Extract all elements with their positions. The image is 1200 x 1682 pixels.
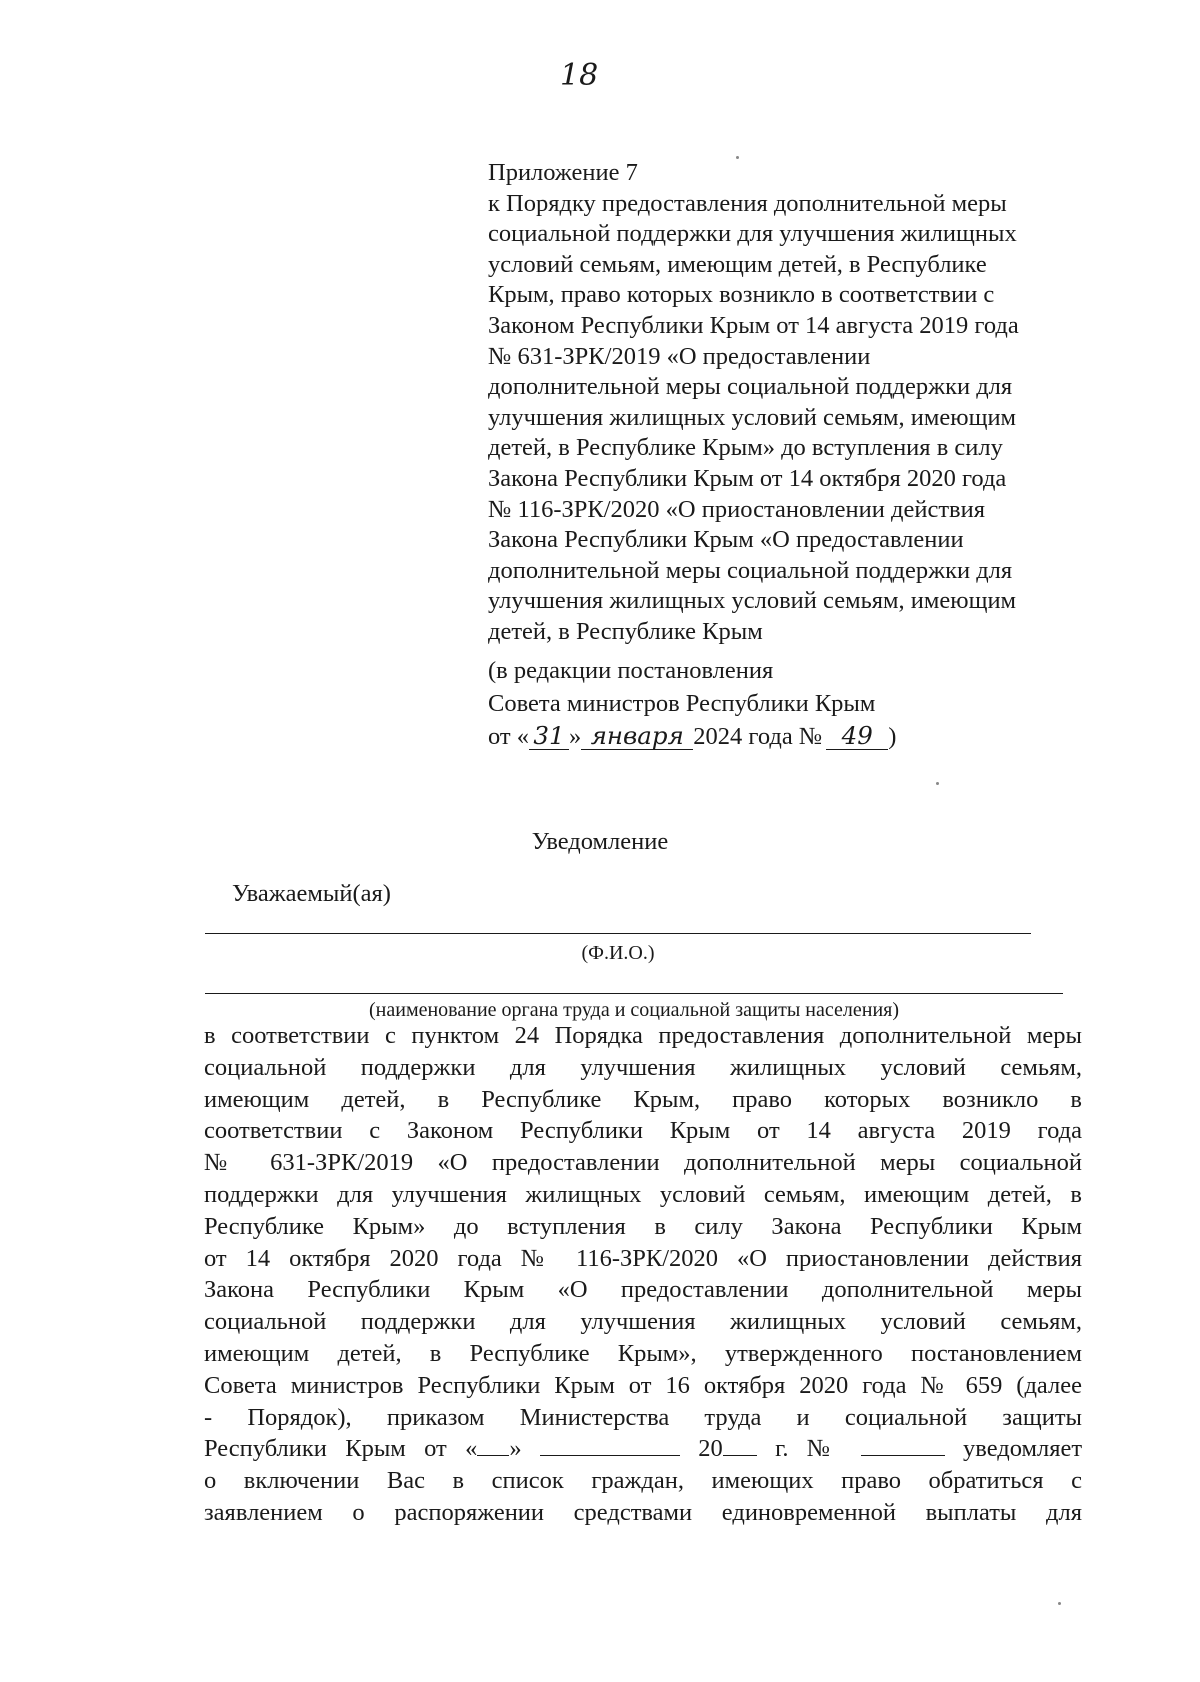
body-line: Республике Крым» до вступления в силу Закона Республики Крым xyxy=(204,1212,1082,1240)
scan-speck xyxy=(736,156,739,159)
body-line: о включении Вас в список граждан, имеющих право обратиться с xyxy=(204,1467,1082,1495)
appendix-line: улучшения жилищных условий семьям, имеющим xyxy=(488,587,1017,615)
appendix-lines xyxy=(488,158,1108,648)
appendix-line: Крым, право которых возникло в соответствии с xyxy=(488,281,995,309)
appendix-line: улучшения жилищных условий семьям, имеющим xyxy=(488,403,1017,431)
month-blank xyxy=(540,1433,680,1456)
appendix-line: дополнительной меры социальной поддержки для xyxy=(488,373,1013,401)
handwritten-number: 49 xyxy=(826,723,888,750)
order-text: Крым от « xyxy=(345,1435,478,1463)
scan-speck xyxy=(936,782,939,785)
greeting: Уважаемый(ая) xyxy=(232,880,391,907)
body-lines-end xyxy=(204,1465,1082,1529)
appendix-line: социальной поддержки для улучшения жилищных xyxy=(488,220,1017,248)
body-line: имеющим детей, в Республике Крым, право которых возникло в xyxy=(204,1085,1082,1113)
appendix-line: Приложение 7 xyxy=(488,159,638,186)
number-blank xyxy=(861,1433,945,1456)
scan-speck xyxy=(1058,1602,1061,1605)
date-prefix: от « xyxy=(488,722,530,750)
order-text: » xyxy=(509,1435,522,1463)
day-blank xyxy=(477,1433,509,1456)
body-line: - Порядок), приказом Министерства труда и социальной защиты xyxy=(204,1403,1082,1431)
appendix-line: условий семьям, имеющим детей, в Республике xyxy=(488,250,987,278)
handwritten-day: 31 xyxy=(529,723,569,750)
year-text: 2024 года № xyxy=(693,722,823,750)
appendix-line: Закона Республики Крым «О предоставлении xyxy=(488,526,964,554)
appendix-line: детей, в Республике Крым xyxy=(488,617,763,645)
body-line: социальной поддержки для улучшения жилищных условий семьям, xyxy=(204,1308,1082,1336)
appendix-line: № 116-ЗРК/2020 «О приостановлении действия xyxy=(488,495,985,523)
page-number: 18 xyxy=(560,58,599,93)
order-text: 20 xyxy=(698,1435,723,1463)
appendix-header xyxy=(488,158,1108,753)
body-line: от 14 октября 2020 года № 116-ЗРК/2020 «О приостановлении действия xyxy=(204,1244,1082,1272)
appendix-line: Закона Республики Крым от 14 октября 2020 года xyxy=(488,464,1007,492)
body-line: заявлением о распоряжении средствами единовременной выплаты для xyxy=(204,1498,1082,1526)
date-close: ) xyxy=(888,722,897,750)
body-line: в соответствии с пунктом 24 Порядка предоставления дополнительной меры xyxy=(204,1022,1082,1049)
body-line: имеющим детей, в Республике Крым», утвержденного постановлением xyxy=(204,1339,1082,1367)
body-lines xyxy=(204,1020,1082,1433)
appendix-line: № 631-ЗРК/2019 «О предоставлении xyxy=(488,342,871,370)
body-line: Закона Республики Крым «О предоставлении дополнительной меры xyxy=(204,1276,1082,1304)
edition-date-line xyxy=(488,720,1108,753)
edition-line: Совета министров Республики Крым xyxy=(488,689,876,717)
body-line: поддержки для улучшения жилищных условий семьям, имеющим детей, в xyxy=(204,1180,1082,1208)
edition-line: (в редакции постановления xyxy=(488,656,774,684)
year-blank xyxy=(723,1433,757,1456)
body-line: № 631-ЗРК/2019 «О предоставлении дополнительной меры социальной xyxy=(204,1149,1082,1177)
order-text: г. № xyxy=(775,1435,843,1463)
notice-title: Уведомление xyxy=(531,828,669,855)
appendix-line: к Порядку предоставления дополнительной меры xyxy=(488,189,1007,217)
org-line xyxy=(205,993,1063,994)
fio-caption: (Ф.И.О.) xyxy=(581,942,655,964)
order-text: Республики xyxy=(204,1435,327,1463)
order-text: уведомляет xyxy=(963,1435,1083,1463)
appendix-line: дополнительной меры социальной поддержки для xyxy=(488,556,1013,584)
notice-body xyxy=(204,1020,1082,1529)
order-line xyxy=(204,1433,1082,1465)
fio-line xyxy=(205,933,1031,934)
body-line: социальной поддержки для улучшения жилищных условий семьям, xyxy=(204,1053,1082,1081)
handwritten-month: января xyxy=(581,723,693,750)
body-line: соответствии с Законом Республики Крым от 14 августа 2019 года xyxy=(204,1117,1082,1145)
edition-block xyxy=(488,654,1108,753)
appendix-line: Законом Республики Крым от 14 августа 2019 года xyxy=(488,311,1019,339)
body-line: Совета министров Республики Крым от 16 октября 2020 года № 659 (далее xyxy=(204,1371,1082,1399)
appendix-line: детей, в Республике Крым» до вступления в силу xyxy=(488,434,1003,462)
org-caption: (наименование органа труда и социальной защиты населения) xyxy=(369,999,899,1021)
date-mid: » xyxy=(569,722,582,750)
